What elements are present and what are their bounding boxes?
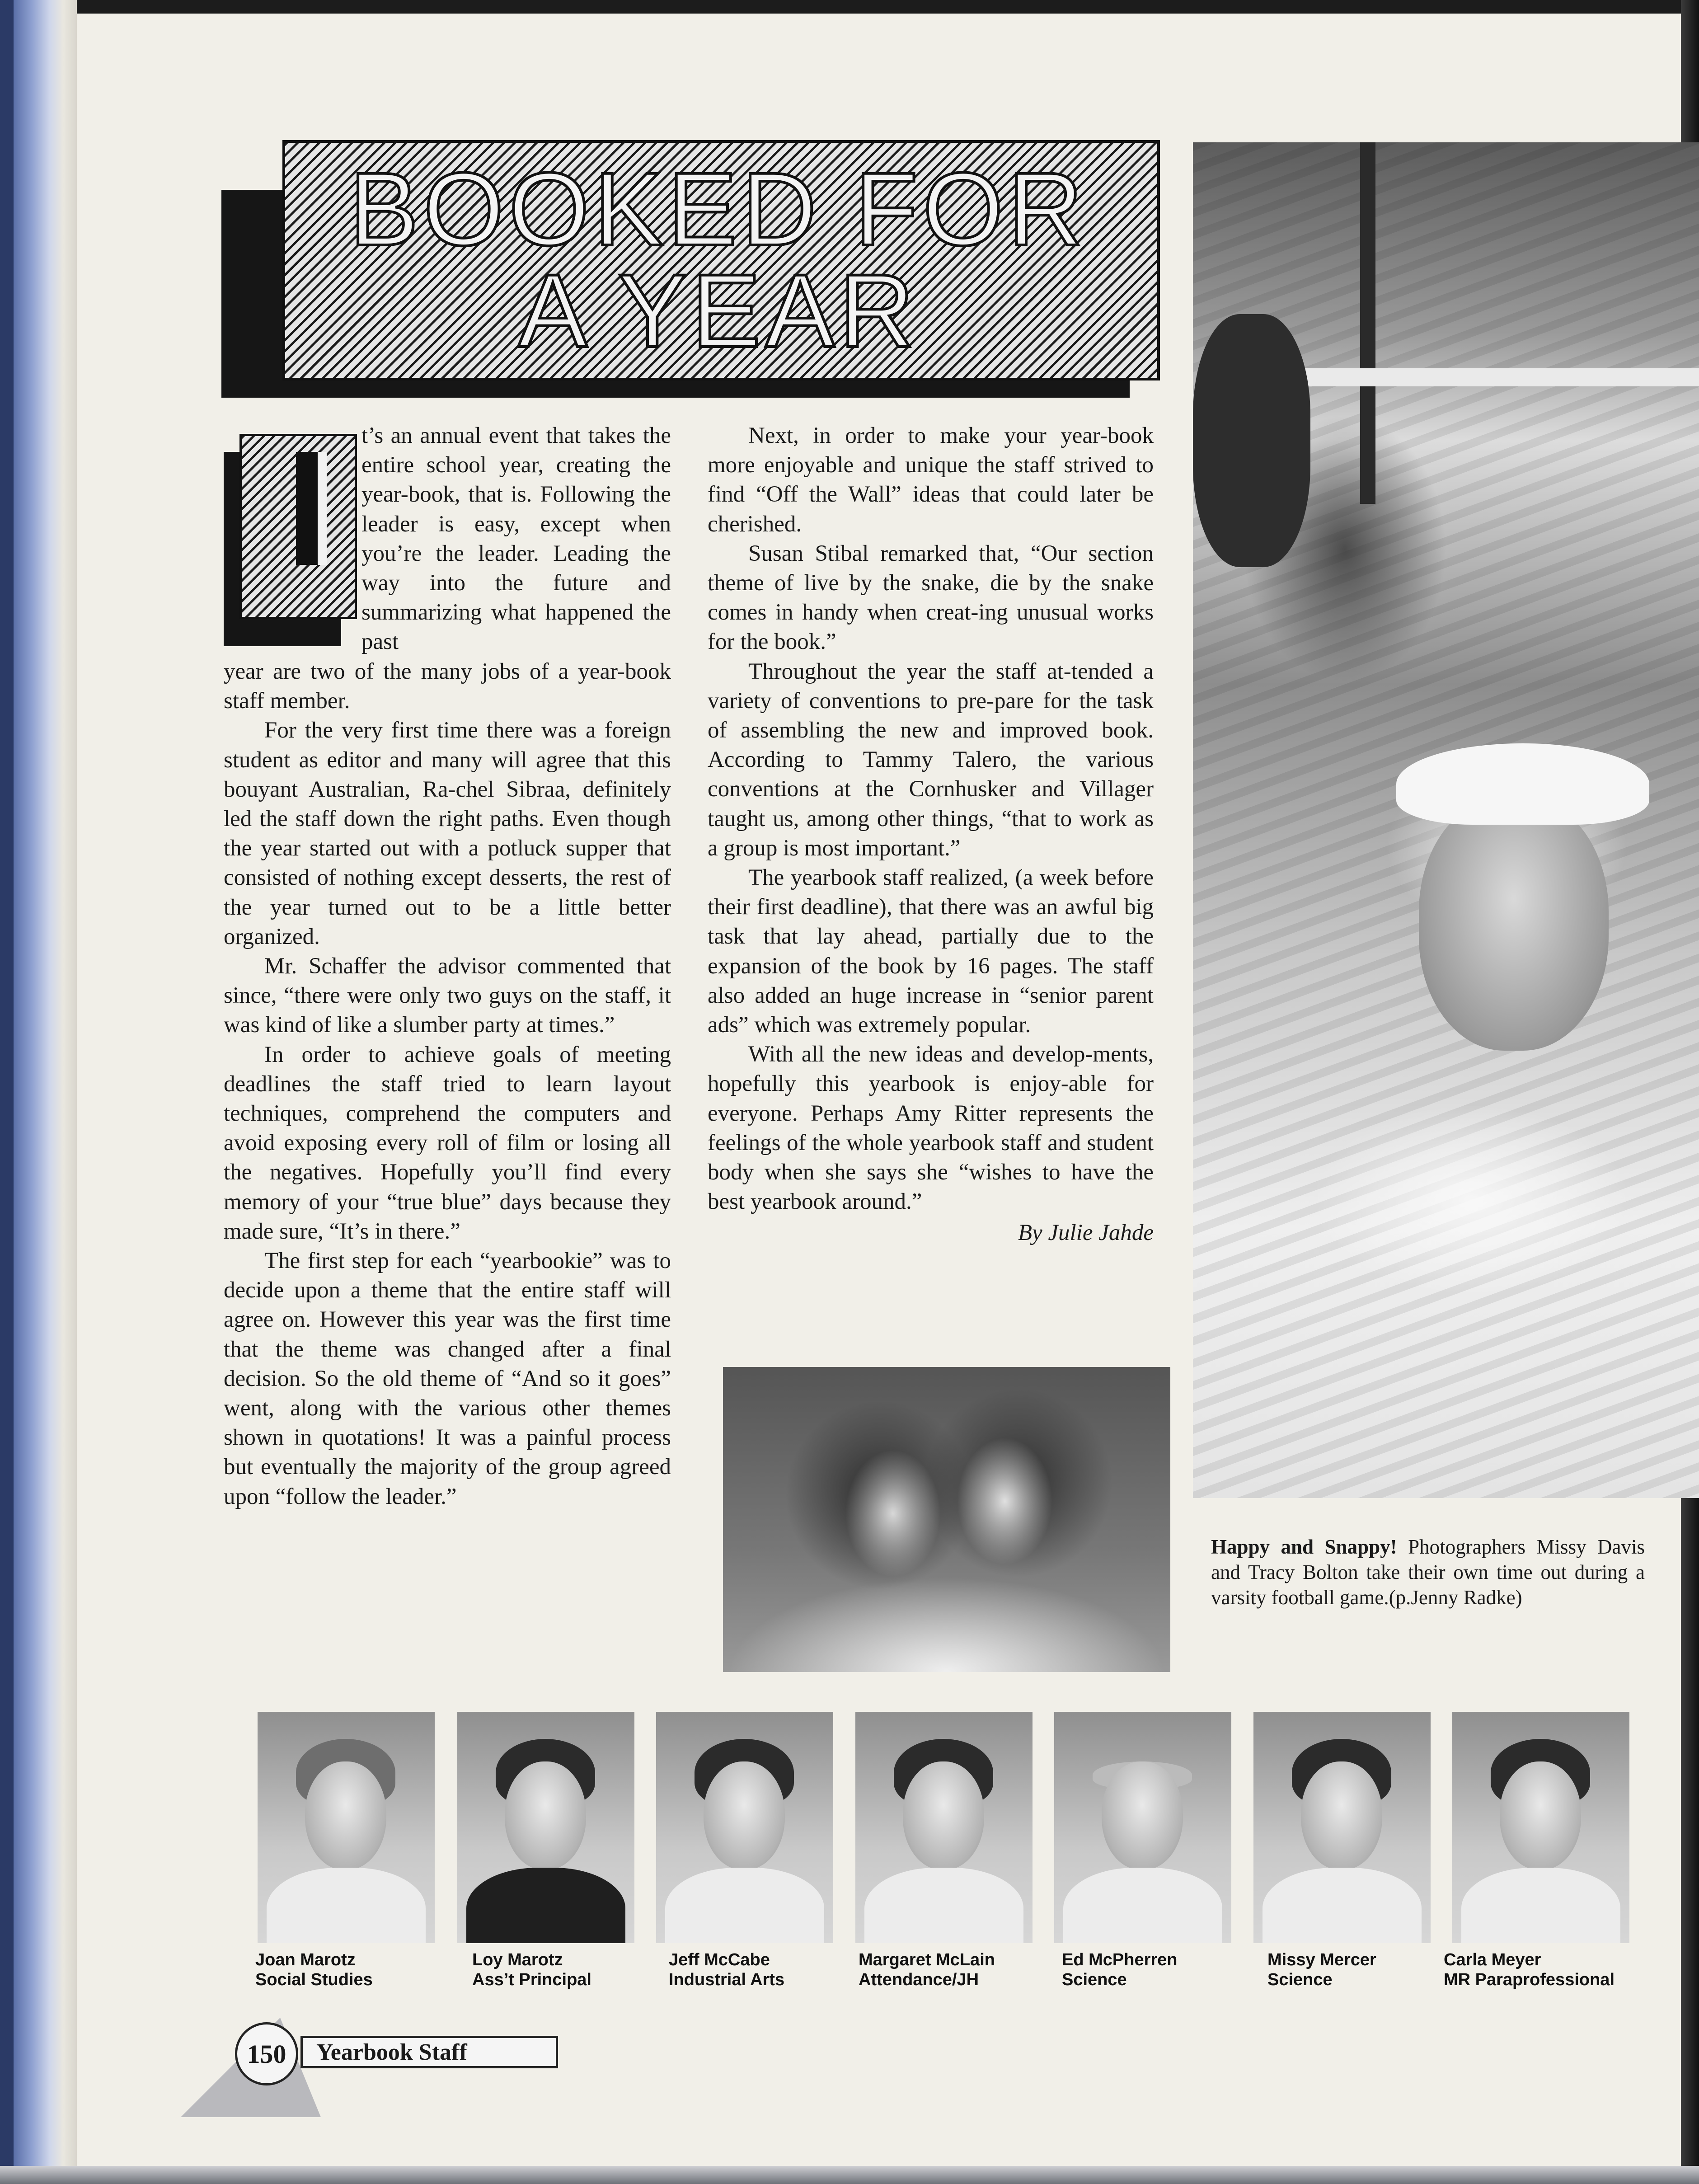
headline — [282, 145, 1155, 375]
article-paragraph: The first step for each “yearbookie” was to decide upon a theme that the entire staff will agree on. However this year was the first time that the theme was changed after a final decision. So the old theme of “And so it goes” went, along with the various other themes shown in quotations! It was a painful process but eventually the majority of the group agreed upon “follow the leader.” — [224, 1248, 671, 1509]
portrait-joan-marotz — [258, 1712, 435, 1943]
portrait-shoulders — [466, 1868, 625, 1943]
portrait-shoulders — [267, 1868, 426, 1943]
dropcap-letter — [296, 452, 327, 565]
photo-detail — [1396, 743, 1649, 825]
byline: By Julie Jahde — [1018, 1220, 1154, 1246]
faculty-name — [859, 1950, 1048, 1990]
article-column-2 — [708, 421, 1154, 1248]
portrait-margaret-mclain — [855, 1712, 1033, 1943]
photo-detail — [1360, 142, 1375, 504]
portrait-shoulders — [1263, 1868, 1422, 1943]
faculty-role: MR Paraprofessional — [1444, 1970, 1615, 1989]
portrait-shoulders — [864, 1868, 1023, 1943]
photo-detail — [1419, 798, 1609, 1051]
faculty-name — [1267, 1950, 1457, 1990]
article-paragraph: Next, in order to make your year-book more enjoyable and unique the staff strived to find “Off the Wall” ideas that could later be cherished. — [708, 423, 1154, 537]
portrait-shoulders — [1461, 1868, 1620, 1943]
faculty-role: Science — [1267, 1970, 1333, 1989]
portrait-face — [1500, 1761, 1581, 1870]
faculty-role: Science — [1062, 1970, 1127, 1989]
article-paragraph: With all the new ideas and develop-ments, hopefully this yearbook is enjoy-able for everyone. Perhaps Amy Ritter represents the feelings of the whole yearbook staff and student body when she says she “wishes to have the best yearbook around.” — [708, 1042, 1154, 1215]
book-binding — [0, 0, 77, 2184]
faculty-person: Missy Mercer — [1267, 1950, 1376, 1969]
duo-photo — [723, 1367, 1170, 1672]
faculty-name — [669, 1950, 859, 1990]
faculty-name — [255, 1950, 445, 1990]
faculty-person: Loy Marotz — [472, 1950, 563, 1969]
photo-detail — [1193, 314, 1310, 567]
faculty-name — [472, 1950, 662, 1990]
article-paragraph: The yearbook staff realized, (a week before their first deadline), that there was an awful big task that lay ahead, partially due to the expansion of the book by 16 pages. The staff also added an huge increase in “senior parent ads” which was extremely popular. — [708, 865, 1154, 1038]
page-top-edge — [0, 0, 1699, 14]
portrait-loy-marotz — [457, 1712, 634, 1943]
article-paragraph: year are two of the many jobs of a year-book staff member. — [224, 659, 671, 714]
article-paragraph: In order to achieve goals of meeting deadlines the staff tried to learn layout techniques, comprehend the computers and avoid exposing every roll of film or losing all the negatives. Hopefully you’ll find every memory of your “true blue” days because they made sure, “It’s in there.” — [224, 1042, 671, 1244]
headline-line-2: A YEAR — [518, 253, 919, 369]
page-number: 150 — [235, 2022, 298, 2085]
faculty-person: Ed McPherren — [1062, 1950, 1178, 1969]
portrait-shoulders — [665, 1868, 824, 1943]
faculty-role: Attendance/JH — [859, 1970, 979, 1989]
portrait-carla-meyer — [1452, 1712, 1629, 1943]
article-paragraph: Throughout the year the staff at-tended a variety of conventions to pre-pare for the task of assembling the new and improved book. According to Tammy Talero, the various conventions at the Cornhusker and Villager taught us, among other things, “that to work as a group is most important.” — [708, 658, 1154, 861]
faculty-person: Carla Meyer — [1444, 1950, 1541, 1969]
faculty-role: Industrial Arts — [669, 1970, 785, 1989]
faculty-name — [1062, 1950, 1252, 1990]
faculty-person: Joan Marotz — [255, 1950, 356, 1969]
portrait-ed-mcpherren — [1054, 1712, 1231, 1943]
faculty-person: Margaret McLain — [859, 1950, 995, 1969]
faculty-role: Ass’t Principal — [472, 1970, 591, 1989]
portrait-face — [903, 1761, 984, 1870]
faculty-role: Social Studies — [255, 1970, 373, 1989]
article-paragraph: For the very first time there was a foreign student as editor and many will agree that this bouyant Australian, Ra-chel Sibraa, definitely led the staff down the right paths. Even though the year started out with a potluck supper that consisted of nothing except desserts, the rest of the year turned out to be a little better organized. — [224, 718, 671, 949]
portrait-missy-mercer — [1253, 1712, 1431, 1943]
portrait-face — [1102, 1761, 1183, 1870]
article-column-1 — [224, 657, 671, 1512]
photo-detail — [1274, 368, 1699, 386]
caption-lead: Happy and Snappy! — [1211, 1536, 1397, 1558]
caption-text: Photographers Missy Davis and Tracy Bolton take their own time out during a varsity football game.(p.Jenny Radke) — [1211, 1536, 1645, 1609]
portrait-face — [305, 1761, 386, 1870]
article-paragraph: Mr. Schaffer the advisor commented that since, “there were only two guys on the staff, it was kind of like a slumber party at times.” — [224, 953, 671, 1038]
faculty-name — [1444, 1950, 1661, 1990]
section-title: Yearbook Staff — [300, 2036, 558, 2068]
portrait-face — [505, 1761, 586, 1870]
portrait-jeff-mccabe — [656, 1712, 833, 1943]
headline-line-1: BOOKED FOR — [349, 151, 1088, 267]
main-photo — [1193, 142, 1699, 1498]
faculty-person: Jeff McCabe — [669, 1950, 770, 1969]
photo-caption — [1211, 1534, 1645, 1610]
portrait-shoulders — [1063, 1868, 1222, 1943]
portrait-face — [1301, 1761, 1382, 1870]
portrait-face — [704, 1761, 785, 1870]
article-paragraph: Susan Stibal remarked that, “Our section theme of live by the snake, die by the snake comes in handy when creat-ing unusual works for the book.” — [708, 540, 1154, 655]
article-paragraph: t’s an annual event that takes the entire school year, creating the year-book, that is. Following the leader is easy, except when you’re the leader. Leading the way into the future and summarizing what happened the past — [361, 423, 671, 655]
page-bottom-edge — [0, 2166, 1699, 2184]
article-column-1-top — [361, 421, 671, 657]
